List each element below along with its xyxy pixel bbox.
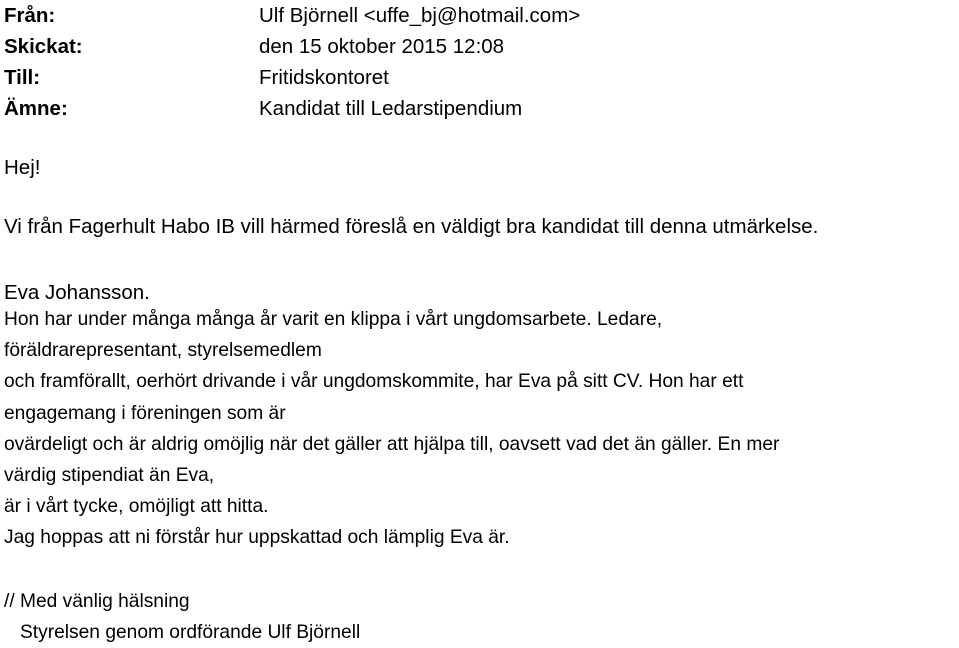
sent-label: Skickat: — [4, 35, 83, 58]
message-body — [4, 304, 959, 554]
intro-paragraph: Vi från Fagerhult Habo IB vill härmed föreslå en väldigt bra kandidat till denna utmärkelse. — [4, 215, 819, 238]
subject-label: Ämne: — [4, 97, 68, 120]
body-line: föräldrarepresentant, styrelsemedlem — [4, 340, 322, 362]
from-label: Från: — [4, 4, 56, 27]
to-value: Fritidskontoret — [259, 66, 389, 89]
subject-value: Kandidat till Ledarstipendium — [259, 97, 523, 120]
signoff: // Med vänlig hälsning — [4, 591, 190, 612]
body-line: ovärdeligt och är aldrig omöjlig när det gäller att hjälpa till, oavsett vad det än gäller. En mer — [4, 433, 780, 455]
from-value: Ulf Björnell <uffe_bj@hotmail.com> — [259, 4, 581, 27]
body-line: och framförallt, oerhört drivande i vår ungdomskommite, har Eva på sitt CV. Hon har ett — [4, 371, 744, 393]
candidate-name: Eva Johansson. — [4, 281, 150, 304]
body-line: Jag hoppas att ni förstår hur uppskattad och lämplig Eva är. — [4, 527, 510, 549]
sent-value: den 15 oktober 2015 12:08 — [259, 35, 505, 58]
signature: Styrelsen genom ordförande Ulf Björnell — [20, 622, 361, 643]
body-line: Hon har under många många år varit en klippa i vårt ungdomsarbete. Ledare, — [4, 309, 663, 330]
body-line: värdig stipendiat än Eva, — [4, 464, 215, 486]
body-line: är i vårt tycke, omöjligt att hitta. — [4, 496, 269, 518]
to-label: Till: — [4, 66, 41, 89]
greeting: Hej! — [4, 156, 41, 179]
body-line: engagemang i föreningen som är — [4, 402, 286, 424]
